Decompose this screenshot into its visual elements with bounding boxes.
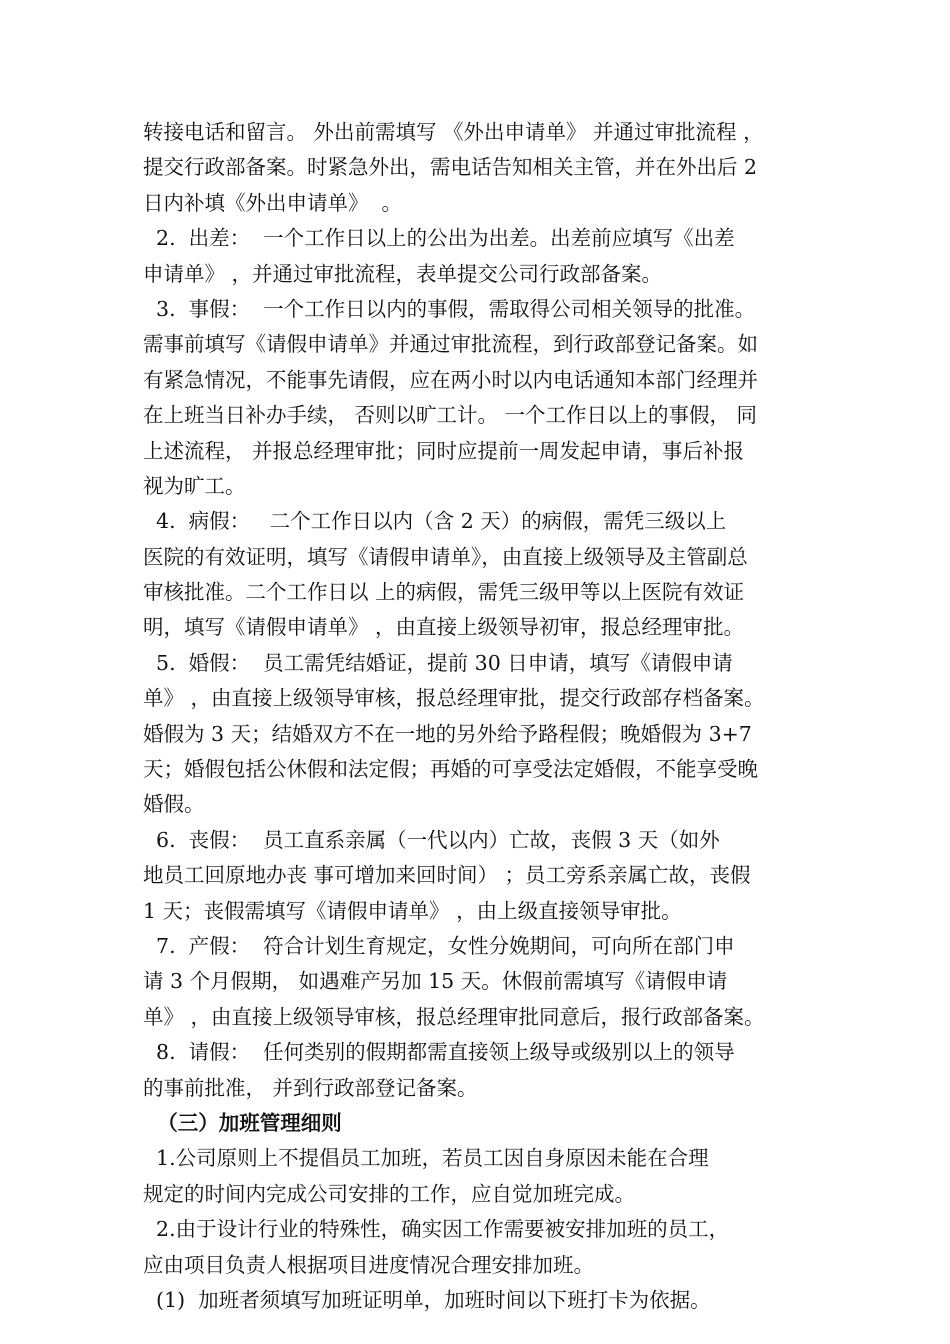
text-line: 上述流程， 并报总经理审批；同时应提前一周发起申请，事后补报 bbox=[143, 438, 745, 463]
text-line: 婚假。 bbox=[143, 792, 205, 817]
text-line: 需事前填写《请假申请单》并通过审批流程，到行政部登记备案。如 bbox=[143, 332, 758, 357]
section-heading: （三）加班管理细则 bbox=[143, 1110, 342, 1135]
text-line: 单》 ，由直接上级领导审核，报总经理审批，提交行政部存档备案。 bbox=[143, 686, 765, 711]
text-line: (1) 加班者须填写加班证明单，加班时间以下班打卡为依据。 bbox=[143, 1287, 711, 1312]
text-line: 视为旷工。 bbox=[143, 473, 246, 498]
text-line: 转接电话和留言。 外出前需填写 《外出申请单》 并通过审批流程 ， bbox=[143, 120, 764, 144]
text-line: 医院的有效证明，填写《请假申请单》，由直接上级领导及主管副总 bbox=[143, 544, 748, 569]
text-line: 有紧急情况，不能事先请假，应在两小时以内电话通知本部门经理并 bbox=[143, 367, 758, 392]
text-line: 地员工回原地办丧 事可增加来回时间） ；员工旁系亲属亡故，丧假 bbox=[143, 863, 751, 888]
text-line: 明，填写《请假申请单》 ，由直接上级领导初审，报总经理审批。 bbox=[143, 615, 745, 640]
text-line: 1 天；丧假需填写《请假申请单》 ，由上级直接领导审批。 bbox=[143, 898, 682, 923]
document-body bbox=[143, 115, 811, 1318]
text-line: 2.由于设计行业的特殊性，确实因工作需要被安排加班的员工， bbox=[143, 1217, 730, 1242]
text-line: 请 3 个月假期， 如遇难产另加 15 天。休假前需填写《请假申请 bbox=[143, 969, 728, 994]
text-line: 1.公司原则上不提倡员工加班，若员工因自身原因未能在合理 bbox=[143, 1146, 709, 1171]
text-line: 婚假为 3 天；结婚双方不在一地的另外给予路程假；晚婚假为 3+7 bbox=[143, 721, 752, 746]
text-line: 应由项目负责人根据项目进度情况合理安排加班。 bbox=[143, 1252, 594, 1277]
text-line: 2. 出差： 一个工作日以上的公出为出差。出差前应填写《出差 bbox=[143, 226, 735, 251]
text-line: 4. 病假： 二个工作日以内（含 2 天）的病假，需凭三级以上 bbox=[143, 509, 727, 534]
text-line: 单》 ，由直接上级领导审核，报总经理审批同意后，报行政部备案。 bbox=[143, 1004, 765, 1029]
text-line: 提交行政部备案。时紧急外出，需电话告知相关主管，并在外出后 2 bbox=[143, 155, 758, 180]
text-line: 天；婚假包括公休假和法定假；再婚的可享受法定婚假，不能享受晚 bbox=[143, 757, 758, 782]
text-line: 7. 产假： 符合计划生育规定，女性分娩期间，可向所在部门申 bbox=[143, 933, 735, 958]
text-line: 日内补填《外出申请单》 。 bbox=[143, 190, 403, 215]
text-line: 8. 请假： 任何类别的假期都需直接领上级导或级别以上的领导 bbox=[143, 1040, 735, 1065]
text-line: 5. 婚假： 员工需凭结婚证，提前 30 日申请，填写《请假申请 bbox=[143, 650, 733, 675]
text-line: 的事前批准， 并到行政部登记备案。 bbox=[143, 1075, 478, 1100]
text-line: 规定的时间内完成公司安排的工作，应自觉加班完成。 bbox=[143, 1181, 635, 1206]
text-line: 6. 丧假： 员工直系亲属（一代以内）亡故，丧假 3 天（如外 bbox=[143, 827, 720, 852]
text-line: 在上班当日补办手续， 否则以旷工计。 一个工作日以上的事假， 同 bbox=[143, 403, 758, 428]
text-line: 审核批准。二个工作日以 上的病假，需凭三级甲等以上医院有效证 bbox=[143, 580, 745, 605]
text-line: 申请单》 ，并通过审批流程，表单提交公司行政部备案。 bbox=[143, 261, 663, 286]
text-line: 3. 事假： 一个工作日以内的事假，需取得公司相关领导的批准。 bbox=[143, 296, 756, 321]
